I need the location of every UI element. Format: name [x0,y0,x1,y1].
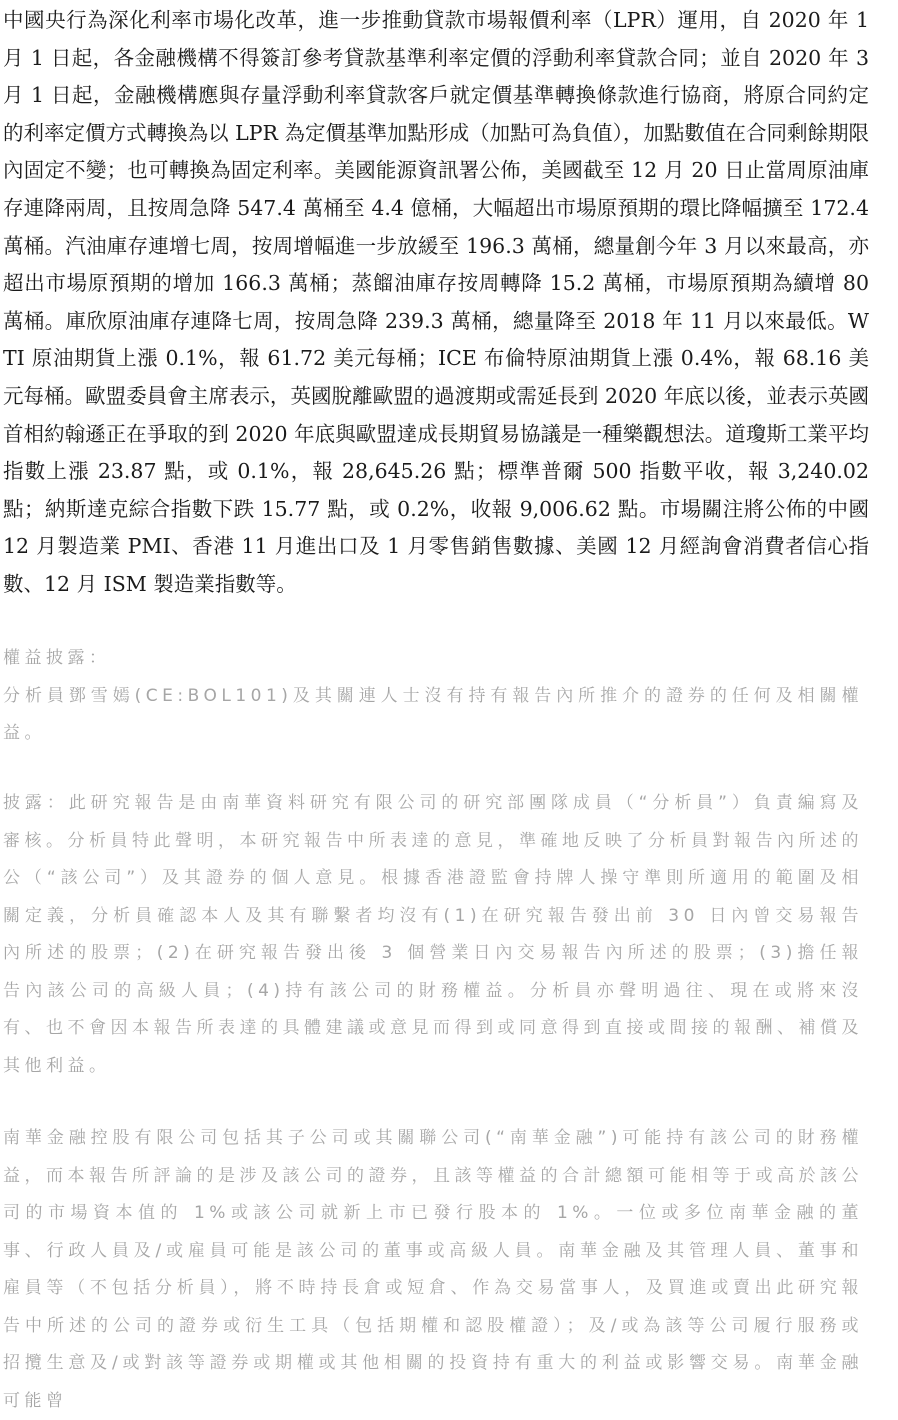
analyst-statement-disclosure: 披露：此研究報告是由南華資料研究有限公司的研究部團隊成員（“分析員”）負責編寫及審核。分析員特此聲明，本研究報告中所表達的意見，準確地反映了分析員對報告內所述的公（“該公司”）及其證券的個人意見。根據香港證監會持牌人操守準則所適用的範圍及相關定義，分析員確認本人及其有聯繫者均沒有(1)在研究報告發出前 30 日內曾交易報告內所述的股票；(2)在研究報告發出後 3 個營業日內交易報告內所述的股票；(3)擔任報告內該公司的高級人員；(4)持有該公司的財務權益。分析員亦聲明過往、現在或將來沒有、也不會因本報告所表達的具體建議或意見而得到或同意得到直接或間接的報酬、補償及其他利益。 [3,793,863,1076]
interest-disclosure-text: 分析員鄧雪嫣(CE:BOL101)及其關連人士沒有持有報告內所推介的證券的任何及相關權益。 [3,685,863,743]
market-commentary-paragraph: 中國央行為深化利率市場化改革，進一步推動貸款市場報價利率（LPR）運用，自 2020 年 1 月 1 日起，各金融機構不得簽訂參考貸款基準利率定價的浮動利率貸款合同；並自 2020 年 3 月 1 日起，金融機構應與存量浮動利率貸款客戶就定價基準轉換條款進行協商，將原合同約定的利率定價方式轉換為以 LPR 為定價基準加點形成（加點可為負值），加點數值在合同剩餘期限內固定不變；也可轉換為固定利率。美國能源資訊署公佈，美國截至 12 月 20 日止當周原油庫存連降兩周，且按周急降 547.4 萬桶至 4.4 億桶，大幅超出市場原預期的環比降幅擴至 172.4 萬桶。汽油庫存連增七周，按周增幅進一步放緩至 196.3 萬桶，總量創今年 3 月以來最高，亦超出市場原預期的增加 166.3 萬桶；蒸餾油庫存按周轉降 15.2 萬桶，市場原預期為續增 80 萬桶。庫欣原油庫存連降七周，按周急降 239.3 萬桶，總量降至 2018 年 11 月以來最低。WTI 原油期貨上漲 0.1%，報 61.72 美元每桶；ICE 布倫特原油期貨上漲 0.4%，報 68.16 美元每桶。歐盟委員會主席表示，英國脫離歐盟的過渡期或需延長到 2020 年底以後，並表示英國首相約翰遜正在爭取的到 2020 年底與歐盟達成長期貿易協議是一種樂觀想法。道瓊斯工業平均指數上漲 23.87 點，或 0.1%，報 28,645.26 點；標準普爾 500 指數平收，報 3,240.02 點；納斯達克綜合指數下跌 15.77 點，或 0.2%，收報 9,006.62 點。市場關注將公佈的中國 12 月製造業 PMI、香港 11 月進出口及 1 月零售銷售數據、美國 12 月經詢會消費者信心指數、12 月 ISM 製造業指數等。 [3,8,869,596]
group-interest-disclosure: 南華金融控股有限公司包括其子公司或其關聯公司(“南華金融”)可能持有該公司的財務權益，而本報告所評論的是涉及該公司的證券，且該等權益的合計總額可能相等于或高於該公司的市場資本值的 1%或該公司就新上市已發行股本的 1%。一位或多位南華金融的董事、行政人員及/或雇員可能是該公司的董事或高級人員。南華金融及其管理人員、董事和雇員等（不包括分析員），將不時持長倉或短倉、作為交易當事人，及買進或賣出此研究報告中所述的公司的證券或衍生工具（包括期權和認股權證）；及/或為該等公司履行服務或招攬生意及/或對該等證券或期權或其他相關的投資持有重大的利益或影響交易。南華金融可能曾 [3,1128,863,1411]
interest-disclosure-heading: 權益披露： [3,648,111,668]
interest-disclosure-section [3,640,863,753]
